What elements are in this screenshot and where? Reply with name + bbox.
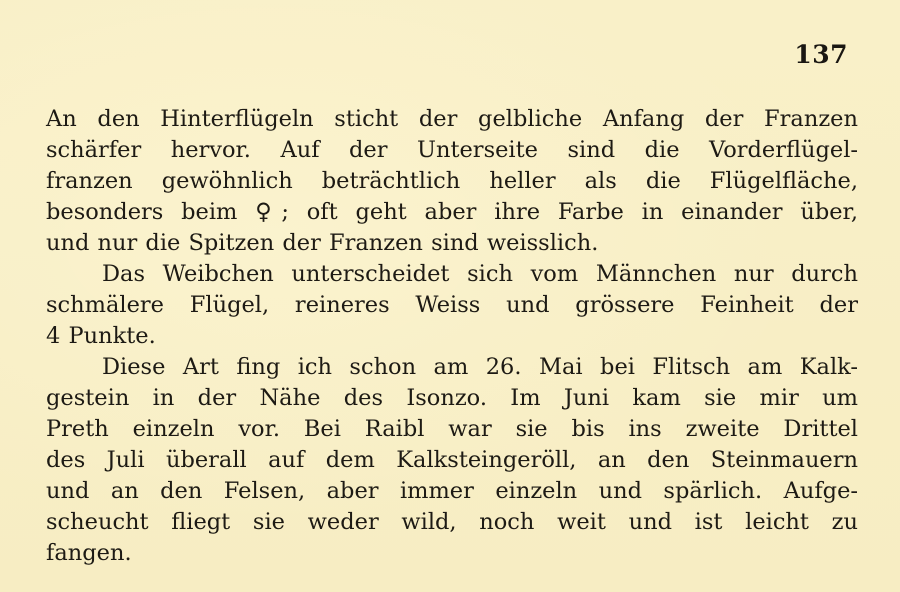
text-line: franzen gewöhnlich beträchtlich heller als die Flügelfläche,	[46, 168, 858, 194]
text-line: Das Weibchen unterscheidet sich vom Männchen nur durch	[102, 261, 858, 287]
text-line: gestein in der Nähe des Isonzo. Im Juni kam sie mir um	[46, 385, 858, 411]
body-text	[46, 104, 858, 569]
text-line: des Juli überall auf dem Kalksteingeröll, an den Steinmauern	[46, 447, 858, 473]
text-line: Diese Art fing ich schon am 26. Mai bei Flitsch am Kalk-	[102, 354, 858, 380]
text-line: 4 Punkte.	[46, 323, 156, 349]
text-line: und nur die Spitzen der Franzen sind weisslich.	[46, 230, 599, 256]
page-number: 137	[794, 40, 848, 69]
text-line: schärfer hervor. Auf der Unterseite sind die Vorderflügel-	[46, 137, 858, 163]
text-line: fangen.	[46, 540, 132, 566]
text-line: besonders beim ♀; oft geht aber ihre Farbe in einander über,	[46, 199, 858, 225]
text-line: und an den Felsen, aber immer einzeln und spärlich. Aufge-	[46, 478, 858, 504]
text-line: An den Hinterflügeln sticht der gelbliche Anfang der Franzen	[46, 106, 858, 132]
text-line: scheucht fliegt sie weder wild, noch weit und ist leicht zu	[46, 509, 858, 535]
text-line: schmälere Flügel, reineres Weiss und grössere Feinheit der	[46, 292, 858, 318]
text-line: Preth einzeln vor. Bei Raibl war sie bis ins zweite Drittel	[46, 416, 858, 442]
